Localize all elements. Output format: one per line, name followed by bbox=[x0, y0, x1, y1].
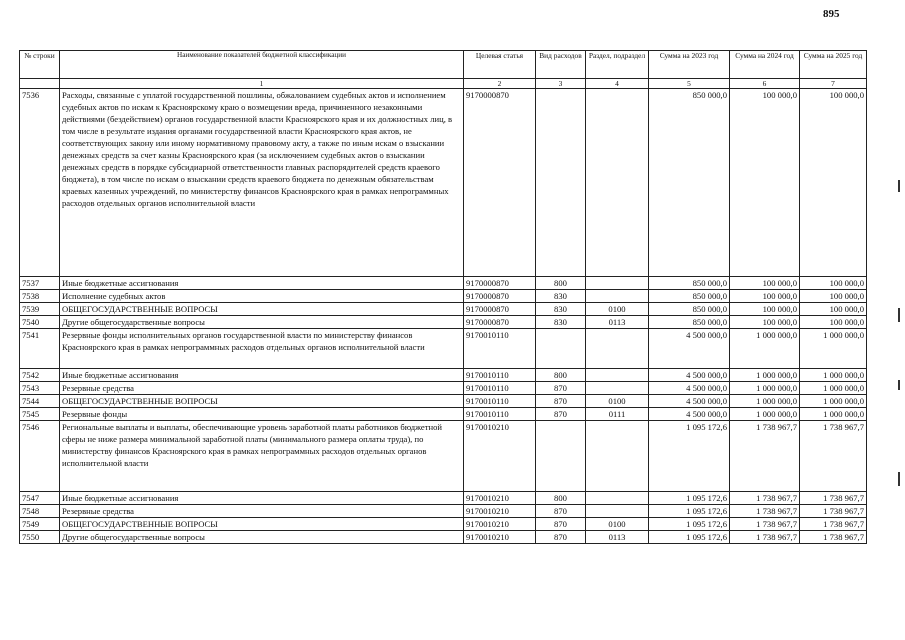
row-sum-2024: 100 000,0 bbox=[730, 290, 800, 303]
row-number: 7544 bbox=[20, 395, 60, 408]
row-name: Иные бюджетные ассигнования bbox=[60, 492, 464, 505]
row-sum-2024: 1 738 967,7 bbox=[730, 492, 800, 505]
table-row bbox=[20, 421, 867, 492]
column-number: 5 bbox=[649, 79, 730, 89]
row-sum-2025: 1 738 967,7 bbox=[800, 505, 867, 518]
row-sum-2023: 4 500 000,0 bbox=[649, 382, 730, 395]
row-target-article: 9170010210 bbox=[464, 421, 536, 492]
row-sum-2023: 850 000,0 bbox=[649, 89, 730, 277]
row-expense-type: 830 bbox=[536, 290, 586, 303]
row-section bbox=[586, 290, 649, 303]
row-number: 7541 bbox=[20, 329, 60, 369]
table-row bbox=[20, 369, 867, 382]
scan-edge-mark bbox=[898, 380, 900, 390]
row-expense-type: 870 bbox=[536, 531, 586, 544]
row-section: 0113 bbox=[586, 316, 649, 329]
row-expense-type: 870 bbox=[536, 382, 586, 395]
row-sum-2023: 4 500 000,0 bbox=[649, 369, 730, 382]
row-sum-2023: 850 000,0 bbox=[649, 316, 730, 329]
row-sum-2025: 1 000 000,0 bbox=[800, 395, 867, 408]
column-number-row bbox=[20, 79, 867, 89]
row-section bbox=[586, 277, 649, 290]
row-sum-2024: 1 738 967,7 bbox=[730, 518, 800, 531]
row-sum-2024: 1 000 000,0 bbox=[730, 382, 800, 395]
row-expense-type: 800 bbox=[536, 492, 586, 505]
row-target-article: 9170010110 bbox=[464, 369, 536, 382]
row-name: Другие общегосударственные вопросы bbox=[60, 531, 464, 544]
table-row bbox=[20, 531, 867, 544]
row-section: 0100 bbox=[586, 303, 649, 316]
row-number: 7543 bbox=[20, 382, 60, 395]
row-target-article: 9170010110 bbox=[464, 408, 536, 421]
row-expense-type: 870 bbox=[536, 408, 586, 421]
row-section: 0100 bbox=[586, 395, 649, 408]
row-sum-2024: 1 738 967,7 bbox=[730, 531, 800, 544]
row-sum-2025: 100 000,0 bbox=[800, 316, 867, 329]
header-sum-2023: Сумма на 2023 год bbox=[649, 51, 730, 79]
row-section bbox=[586, 369, 649, 382]
row-section bbox=[586, 505, 649, 518]
row-name: Резервные фонды bbox=[60, 408, 464, 421]
row-target-article: 9170000870 bbox=[464, 89, 536, 277]
row-section: 0111 bbox=[586, 408, 649, 421]
table-row bbox=[20, 277, 867, 290]
row-sum-2024: 1 738 967,7 bbox=[730, 505, 800, 518]
row-number: 7549 bbox=[20, 518, 60, 531]
row-sum-2025: 1 738 967,7 bbox=[800, 518, 867, 531]
header-target: Целевая статья bbox=[464, 51, 536, 79]
row-target-article: 9170000870 bbox=[464, 277, 536, 290]
table-row bbox=[20, 518, 867, 531]
row-number: 7540 bbox=[20, 316, 60, 329]
header-expense-type: Вид расходов bbox=[536, 51, 586, 79]
row-target-article: 9170010210 bbox=[464, 531, 536, 544]
row-sum-2025: 100 000,0 bbox=[800, 89, 867, 277]
row-number: 7537 bbox=[20, 277, 60, 290]
table-row bbox=[20, 505, 867, 518]
row-sum-2025: 1 000 000,0 bbox=[800, 369, 867, 382]
table-row bbox=[20, 89, 867, 277]
page-number: 895 bbox=[823, 8, 840, 20]
row-number: 7538 bbox=[20, 290, 60, 303]
row-sum-2024: 100 000,0 bbox=[730, 89, 800, 277]
table-row bbox=[20, 290, 867, 303]
scan-edge-mark bbox=[898, 472, 900, 486]
row-name: Исполнение судебных актов bbox=[60, 290, 464, 303]
row-sum-2025: 1 000 000,0 bbox=[800, 382, 867, 395]
row-sum-2024: 1 738 967,7 bbox=[730, 421, 800, 492]
row-sum-2024: 100 000,0 bbox=[730, 303, 800, 316]
row-sum-2023: 4 500 000,0 bbox=[649, 408, 730, 421]
row-expense-type: 870 bbox=[536, 505, 586, 518]
row-sum-2024: 1 000 000,0 bbox=[730, 395, 800, 408]
scan-edge-mark bbox=[898, 308, 900, 322]
row-sum-2023: 1 095 172,6 bbox=[649, 505, 730, 518]
column-number: 4 bbox=[586, 79, 649, 89]
row-sum-2025: 100 000,0 bbox=[800, 277, 867, 290]
row-target-article: 9170000870 bbox=[464, 316, 536, 329]
row-name: Резервные средства bbox=[60, 505, 464, 518]
table-row bbox=[20, 395, 867, 408]
row-section bbox=[586, 421, 649, 492]
row-name: Резервные средства bbox=[60, 382, 464, 395]
row-sum-2025: 1 000 000,0 bbox=[800, 329, 867, 369]
row-expense-type: 800 bbox=[536, 277, 586, 290]
column-number: 1 bbox=[60, 79, 464, 89]
row-sum-2023: 1 095 172,6 bbox=[649, 492, 730, 505]
row-target-article: 9170010210 bbox=[464, 505, 536, 518]
row-sum-2024: 1 000 000,0 bbox=[730, 329, 800, 369]
table-row bbox=[20, 303, 867, 316]
column-number: 7 bbox=[800, 79, 867, 89]
row-section bbox=[586, 382, 649, 395]
row-name: Иные бюджетные ассигнования bbox=[60, 277, 464, 290]
header-row-no: № строки bbox=[20, 51, 60, 79]
row-expense-type: 830 bbox=[536, 316, 586, 329]
row-number: 7536 bbox=[20, 89, 60, 277]
row-expense-type bbox=[536, 89, 586, 277]
header-sum-2024: Сумма на 2024 год bbox=[730, 51, 800, 79]
column-number: 2 bbox=[464, 79, 536, 89]
row-target-article: 9170000870 bbox=[464, 290, 536, 303]
row-number: 7548 bbox=[20, 505, 60, 518]
row-sum-2025: 1 738 967,7 bbox=[800, 492, 867, 505]
table-row bbox=[20, 316, 867, 329]
table-row bbox=[20, 492, 867, 505]
row-sum-2024: 1 000 000,0 bbox=[730, 408, 800, 421]
row-sum-2023: 1 095 172,6 bbox=[649, 421, 730, 492]
row-target-article: 9170010210 bbox=[464, 492, 536, 505]
row-sum-2024: 1 000 000,0 bbox=[730, 369, 800, 382]
scan-edge-mark bbox=[898, 180, 900, 192]
row-sum-2023: 850 000,0 bbox=[649, 290, 730, 303]
row-section: 0113 bbox=[586, 531, 649, 544]
row-number: 7546 bbox=[20, 421, 60, 492]
row-target-article: 9170010110 bbox=[464, 382, 536, 395]
row-expense-type bbox=[536, 329, 586, 369]
table-row bbox=[20, 382, 867, 395]
row-target-article: 9170000870 bbox=[464, 303, 536, 316]
row-sum-2023: 850 000,0 bbox=[649, 277, 730, 290]
table-row bbox=[20, 408, 867, 421]
row-number: 7539 bbox=[20, 303, 60, 316]
row-sum-2023: 850 000,0 bbox=[649, 303, 730, 316]
row-target-article: 9170010110 bbox=[464, 395, 536, 408]
header-sum-2025: Сумма на 2025 год bbox=[800, 51, 867, 79]
row-expense-type: 870 bbox=[536, 518, 586, 531]
row-expense-type: 870 bbox=[536, 395, 586, 408]
row-sum-2025: 1 738 967,7 bbox=[800, 531, 867, 544]
row-expense-type bbox=[536, 421, 586, 492]
row-expense-type: 800 bbox=[536, 369, 586, 382]
row-name: Другие общегосударственные вопросы bbox=[60, 316, 464, 329]
header-section: Раздел, подраздел bbox=[586, 51, 649, 79]
row-target-article: 9170010110 bbox=[464, 329, 536, 369]
row-section: 0100 bbox=[586, 518, 649, 531]
row-name: Иные бюджетные ассигнования bbox=[60, 369, 464, 382]
column-number bbox=[20, 79, 60, 89]
table-row bbox=[20, 329, 867, 369]
row-number: 7550 bbox=[20, 531, 60, 544]
row-section bbox=[586, 492, 649, 505]
row-name: ОБЩЕГОСУДАРСТВЕННЫЕ ВОПРОСЫ bbox=[60, 395, 464, 408]
row-name: Резервные фонды исполнительных органов государственной власти по министерству финансов Красноярского края в рамках непрограммных расходов отдельных органов исполнительной власти bbox=[60, 329, 464, 369]
row-sum-2024: 100 000,0 bbox=[730, 316, 800, 329]
row-number: 7547 bbox=[20, 492, 60, 505]
row-expense-type: 830 bbox=[536, 303, 586, 316]
row-sum-2023: 4 500 000,0 bbox=[649, 329, 730, 369]
row-sum-2025: 100 000,0 bbox=[800, 303, 867, 316]
row-sum-2023: 4 500 000,0 bbox=[649, 395, 730, 408]
row-sum-2025: 1 738 967,7 bbox=[800, 421, 867, 492]
row-sum-2023: 1 095 172,6 bbox=[649, 518, 730, 531]
row-sum-2024: 100 000,0 bbox=[730, 277, 800, 290]
budget-table bbox=[19, 50, 867, 544]
column-number: 6 bbox=[730, 79, 800, 89]
row-sum-2025: 1 000 000,0 bbox=[800, 408, 867, 421]
row-section bbox=[586, 89, 649, 277]
row-sum-2023: 1 095 172,6 bbox=[649, 531, 730, 544]
row-number: 7542 bbox=[20, 369, 60, 382]
row-name: Региональные выплаты и выплаты, обеспечивающие уровень заработной платы работников бюджетной сферы не ниже размера минимальной заработной платы (минимального размера оплаты труда), по министерству финансов Красноярского края в рамках непрограммных расходов отдельных органов исполнительной власти bbox=[60, 421, 464, 492]
row-name: Расходы, связанные с уплатой государственной пошлины, обжалованием судебных актов и исполнением судебных актов по искам к Красноярскому краю о возмещении вреда, причиненного незаконными действиями (бездействием) органов государственной власти Красноярского края и их должностных лиц, в том числе в результате издания органами государственной власти Красноярского края актов, не соответствующих закону или иному нормативному правовому акту, а также по иным искам о взыскании денежных средств за счет казны Красноярского края (за исключением судебных актов о взыскании денежных средств в порядке субсидиарной ответственности главных распорядителей средств краевого бюджета), в том числе по искам о взыскании средств краевого бюджета по денежным обязательствам краевых казенных учреждений, по министерству финансов Красноярского края в рамках непрограммных расходов отдельных органов исполнительной власти bbox=[60, 89, 464, 277]
header-name: Наименование показателей бюджетной классификации bbox=[60, 51, 464, 79]
row-target-article: 9170010210 bbox=[464, 518, 536, 531]
row-sum-2025: 100 000,0 bbox=[800, 290, 867, 303]
row-name: ОБЩЕГОСУДАРСТВЕННЫЕ ВОПРОСЫ bbox=[60, 303, 464, 316]
header-row bbox=[20, 51, 867, 79]
row-name: ОБЩЕГОСУДАРСТВЕННЫЕ ВОПРОСЫ bbox=[60, 518, 464, 531]
column-number: 3 bbox=[536, 79, 586, 89]
row-number: 7545 bbox=[20, 408, 60, 421]
row-section bbox=[586, 329, 649, 369]
